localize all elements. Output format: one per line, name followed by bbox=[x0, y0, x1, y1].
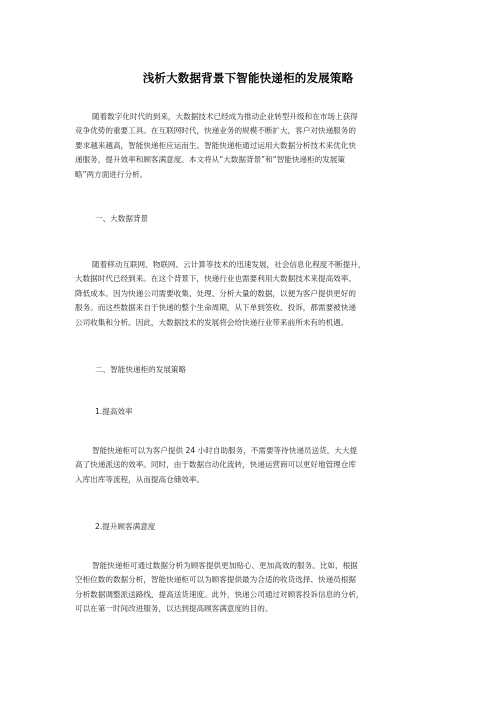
intro-line: 略”两方面进行分析。 bbox=[75, 169, 148, 179]
intro-line: 要求越来越高，智能快递柜应运而生。智能快递柜通过运用大数据分析技术来优化快 bbox=[75, 140, 356, 150]
section1-line: 随着移动互联网、物联网、云计算等技术的迅速发展，社会信息化程度不断提升， bbox=[92, 260, 366, 269]
subsection1-line: 入库出库等流程，从而提高仓储效率。 bbox=[75, 474, 205, 484]
subsection2-line: 可以在第一时间改进服务，以达到提高顾客满意度的目的。 bbox=[75, 604, 273, 614]
intro-paragraph bbox=[75, 110, 435, 182]
section1-heading: 一、大数据背景 bbox=[95, 214, 149, 223]
subsection1-paragraph bbox=[75, 444, 435, 487]
section1-paragraph bbox=[75, 258, 435, 330]
subsection2-heading: 2.提升顾客满意度 bbox=[95, 522, 156, 531]
subsection2-line: 空柜位数的数据分析，智能快递柜可以为顾客提供最为合适的收货选择、快递员根据 bbox=[75, 575, 356, 585]
subsection1-line: 高了快递派送的效率。同时，由于数据自动化流转，快递运营商可以更好地管理仓库 bbox=[75, 460, 356, 470]
subsection1-heading: 1.提高效率 bbox=[95, 407, 133, 416]
subsection2-line: 智能快递柜可通过数据分析为顾客提供更加贴心、更加高效的服务。比如，根据 bbox=[92, 561, 358, 570]
subsection2-line: 分析数据调整派送路线，提高送货速度。此外，快递公司通过对顾客投诉信息的分析， bbox=[75, 589, 364, 599]
intro-line: 递服务，提升效率和顾客满意度。本文将从“大数据背景”和“智能快递柜的发展策 bbox=[75, 155, 345, 165]
subsection2-paragraph bbox=[75, 559, 435, 617]
section1-line: 服务。而这些数据来自于快递的整个生命周期，从下单到签收、投诉，都需要被快递 bbox=[75, 303, 356, 313]
section1-line: 降低成本。因为快递公司需要收集、处理、分析大量的数据，以便为客户提供更好的 bbox=[75, 288, 356, 298]
section2-heading: 二、智能快递柜的发展策略 bbox=[95, 365, 187, 374]
intro-line: 随着数字化时代的到来，大数据技术已经成为推动企业转型升级和在市场上获得 bbox=[92, 112, 358, 121]
intro-line: 竞争优势的重要工具。在互联网时代，快递业务的规模不断扩大，客户对快递服务的 bbox=[75, 126, 356, 136]
document-title: 浅析大数据背景下智能快递柜的发展策略 bbox=[142, 71, 354, 85]
subsection1-line: 智能快递柜可以为客户提供 24 小时自助服务，不需要等待快递员送货，大大提 bbox=[92, 446, 358, 455]
section1-line: 大数据时代已经到来。在这个背景下，快递行业也需要利用大数据技术来提高效率、 bbox=[75, 274, 356, 284]
section1-line: 公司收集和分析。因此，大数据技术的发展将会给快递行业带来前所未有的机遇。 bbox=[75, 317, 349, 327]
